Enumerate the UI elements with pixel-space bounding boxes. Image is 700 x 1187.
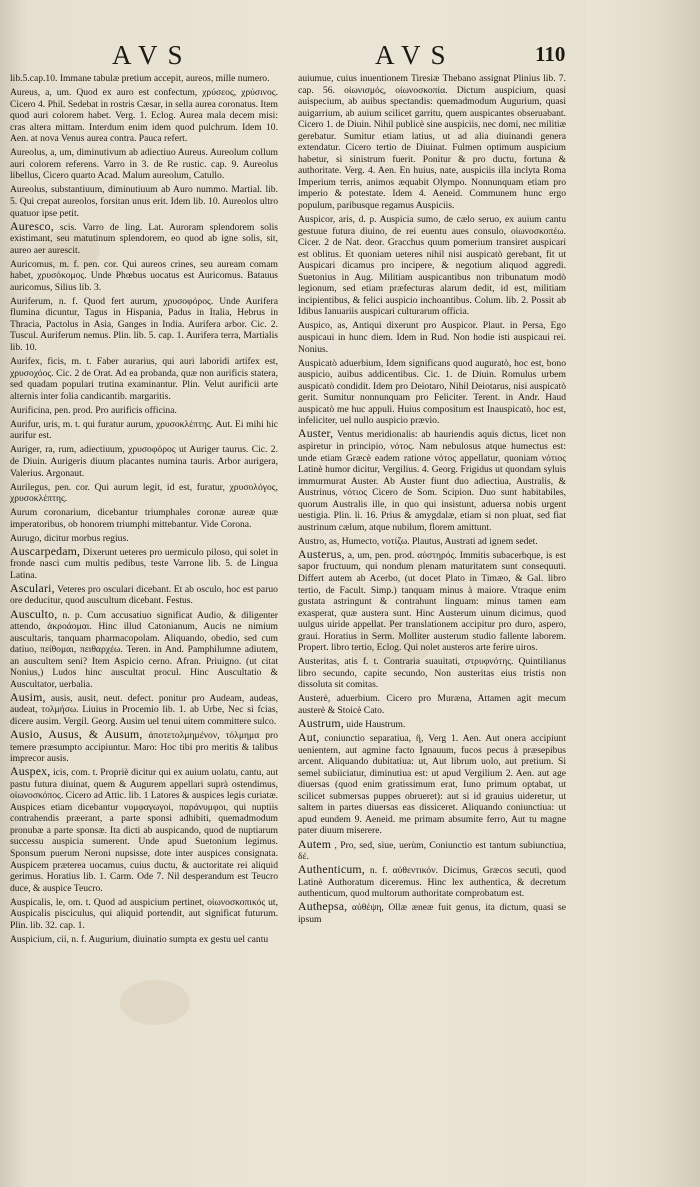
entry-text: Auriferum, n. f. Quod fert aurum, χρυσοφόρος. Unde Aurifera flumina dicuntur, Tagus in Hispania, Padus in Italia, Hebrus in Thracia, Pactolus in Asia, Ganges in India. Aurifera arbor. Cic. 2. Tuscul. Auriferum nemus. Plin. lib. 5. cap. 1. Aurifera terra, Martialis lib. 10. xyxy=(10,295,278,354)
entry-headword: Auster, xyxy=(298,426,334,441)
dictionary-entry xyxy=(298,718,566,731)
dictionary-entry xyxy=(10,258,278,294)
entry-text: Auspicatò aduerbium, Idem significans quod auguratò, hoc est, bono auspicio, auibus addicentibus. Cic. 1. de Diuin. Romulus urbem auspicatò condidit. Idem pro Deiotaro, Nihil Deiotarus, nisi auspicatò gerit. Sumitur nonnunquam pro Feliciter. Terent. in Andr. Haud auspicatò me huc appuli. Huius compositum est Inauspicatò, hoc est, infeliciter, uel nullo auspicio prævio. xyxy=(298,357,566,427)
dictionary-entry xyxy=(10,295,278,354)
entry-headword: Authenticum, xyxy=(298,862,365,877)
entry-text: Auspicalis, le, om. t. Quod ad auspicium pertinet, οἰωνοσκοπικός ut, Auspicalis pisciculus, qui aliquid portendit, aut significat futurum. Plin. lib. 32. cap. 1. xyxy=(10,896,278,931)
dictionary-entry xyxy=(10,218,278,257)
dictionary-entry xyxy=(10,606,278,691)
entry-text: Aureolus, a, um, diminutivum ab adiectiuo Aureus. Aureolum collum auri colorem referens. Varro in 3. de Re rustic. cap. 9. Aureolus libellus, Cicero quarto Acad. Malum aureolum, Catullo. xyxy=(10,147,278,182)
entry-headword: Ausim, xyxy=(10,689,46,704)
dictionary-entry xyxy=(298,692,566,716)
entry-text: Aurugo, dicitur morbus regius. xyxy=(10,532,129,544)
entry-text: coniunctio separatiua, ἢ, Verg 1. Aen. Aut onera accipiunt uenientem, aut agmine facto Ignauum, fucos pecus à præsepibus arcent. Aliquando dubitatiua: ut, Aut librum uolo, aut pretium. Si semel subiiciatur, diminutiua est: ut apud Vergilium 2. Aen. aut age diuersas (quod enim gratissimum erat, Iuno primum optabat, ut scilicet submersas puppes obrueret): aut si id grauius uideretur, ut saltem in partes diuersas eas dissiceret. Aliquando coniunctiua: ut apud eundem 9. Aeneid. me primam absumite ferro, Aut tu magne pater diuum miserere. xyxy=(298,733,566,837)
running-head-left: AVS xyxy=(112,40,193,70)
dictionary-entry xyxy=(298,213,566,318)
entry-text: Aurum coronarium, dicebantur triumphales coronæ aureæ quæ imperatoribus, ob honorem triumphi mittebantur. Vide Corona. xyxy=(10,507,278,530)
entry-text: Auspicor, aris, d. p. Auspicia sumo, de cælo seruo, ex auium cantu gestuue futura diuino, de rei euentu aues consulo, οἰωνοσκοπέω. Cicer. 2 de Nat. deor. Gracchus quum pomerium transiret auspicari est oblitus. Et quoniam ueteres nihil nisi auspicatò gerebant, fit ut Auspicari dicamus pro incipere, & negotium aliquod aggredi. Suetonius in Aug. Militiam auspicantibus non tribunatum modò legionum, sed etiam præfecturas alarum dedit, id est, militiam incipientibus, & felici auspicio inchoantibus. Colum. lib. 2. Possit ab Idibus Ianuariis auspicari culturarum officia. xyxy=(298,214,566,318)
page-margin xyxy=(586,0,700,1187)
entry-text: ausis, ausit, neut. defect. ponitur pro Audeam, audeas, audeat, τολμήσω. Liuius in Procemio lib. 1. ab Urbe, Nec si fcias, dicere ausim. Vergil. Georg. Ausim uel tenui uitem committere sulco. xyxy=(10,692,278,727)
dictionary-entry xyxy=(10,481,278,505)
entry-headword: Ausculto, xyxy=(10,606,58,621)
dictionary-entry xyxy=(10,726,278,765)
entry-headword: Ausio, Ausus, & Ausum, xyxy=(10,726,143,741)
entry-text: Auspico, as, Antiqui dixerunt pro Auspicor. Plaut. in Persa, Ego auspicaui in hunc diem. Idem in Rud. Non hodie isti auspicaui rei. Nonius. xyxy=(298,320,566,355)
entry-text: Auricomus, m. f. pen. cor. Qui aureos crines, seu auream comam habet, χρυσόκομος. Unde Phœbus uocatus est Auricomus. Batauus auricomus, Silius lib. 3. xyxy=(10,258,278,293)
left-column xyxy=(10,72,278,1172)
dictionary-entry xyxy=(298,901,566,925)
entry-text: n. f. αὐθεντικόν. Dicimus, Græcos secuti, quod Latinè Authoratum diceremus. Hinc lex authentica, & decretum authenticum, quod multorum authoritate comprobatum est. xyxy=(298,865,566,900)
dictionary-entry xyxy=(10,72,278,85)
dictionary-entry xyxy=(10,86,278,145)
dictionary-entry xyxy=(10,580,278,607)
entry-text: Veteres pro osculari dicebant. Et ab osculo, hoc est paruo ore deducitur, quod auscultum dicebant. Festus. xyxy=(10,583,278,607)
entry-text: Austerè, aduerbium. Cicero pro Muræna, Attamen agit mecum austerè & Stoicè Cato. xyxy=(298,693,566,716)
dictionary-entry xyxy=(10,146,278,182)
entry-text: Aurilegus, pen. cor. Qui aurum legit, id est, furatur, χρυσολόγος, χρυσοκλέπτης. xyxy=(10,481,278,505)
entry-text: lib.5.cap.10. Immane tabulæ pretium accepit, aureos, mille numero. xyxy=(10,73,270,84)
dictionary-entry xyxy=(10,933,278,946)
dictionary-entry xyxy=(10,896,278,932)
dictionary-entry xyxy=(298,836,566,863)
entry-text: Austeritas, atis f. t. Contraria suauitati, στρυφνότης. Quintilianus libro secundo, capite secundo, Non austeritas eius tristis non dissoluta sit comitas. xyxy=(298,656,566,691)
entry-text: icis, com. t. Propriè dicitur qui ex auium uolatu, cantu, aut pastu futura diuinat, quem & Augurem appellari suprà ostendimus, οἰωνοσκόπος. Cicero ad Attic. lib. 1 Latores & auspices legis curiatæ. Auspices etiam dicebantur νυμφαγωγοί, παράνυμφοι, qui nuptiis contrahendis præerant, a parte sponsi adhibiti, quemadmodum pronubæ a parte sponsæ. Ita dicti ab auspicando, quod de nuptiarum successu auspicia sumerent. Unde apud Suetonium legimus. Sponsum puerum Neroni nupsisse, dote inter auspices consignata. Auspicem præterea uocamus, cuius ductu, & auctoritate rei aliquid gerimus. Horatius lib. 1. Carm. Ode 7. Nil desperandum est Teucro duce, & auspice Teucro. xyxy=(10,767,278,894)
entry-headword: Authepsa, xyxy=(298,899,348,914)
entry-text: ἀποτετολμημένον, τόλμημα pro temere præsumpto accipiuntur. Maro: Hoc tibi pro meritis & talibus imprecor ausis. xyxy=(10,729,278,765)
entry-text: Aurifex, ficis, m. t. Faber aurarius, qui auri laboridi artifex est, χρυσοχόος. Cic. 2 de Orat. Ad ea probanda, quæ non aurificis statera, sed quadam populari trutina examinantur. Plin. Velut aurificii arte alternis inter folia candicantib. margaritis. xyxy=(10,356,278,402)
entry-text: Aurifur, uris, m. t. qui furatur aurum, χρυσοκλέπτης. Aut. Ei mihi hic aurifur est. xyxy=(10,418,278,442)
entry-headword: Aurescο, xyxy=(10,218,54,233)
dictionary-entry xyxy=(298,428,566,533)
entry-text: auiumue, cuius inuentionem Tiresiæ Thebano assignat Plinius lib. 7. cap. 56. οἰωνισμός, οἰωνοσκοπία. Dictum auspicium, quasi auispecium, ab auibus spectandis: quemadmodum Augurium, quasi auigarrium, ab auium scilicet garritu, quem auspicantes obseruabant. Cicero 1. de Diuin. Nihil publicè sine auspiciis, nec domi, nec militiæ gerebatur. Sumitur etiam latius, ut ad alia diuinandi genera extendatur. Cicero tertio de Diuinat. Fulmen optimum auspicium habetur, si sinistrum fuerit. Ponitur & pro ductu, fortuna & authoritate. Verg. 4. Aen. En huius, nate, auspiciis illa inclyta Roma Imperium terris, animos æquabit Olympo. Nonnunquam etiam pro imperio & potestate. Idem 4. Aeneid. Communem hunc ergo populum, paribusque regamus Auspiciis. xyxy=(298,73,566,212)
entry-text: Dixerunt ueteres pro uermiculo piloso, qui solet in fronde nasci cum multis pedibus, teste Varrone lib. 5. de Lingua Latina. xyxy=(10,546,278,581)
dictionary-entry xyxy=(298,319,566,355)
dictionary-entry xyxy=(298,535,566,548)
dictionary-entry xyxy=(10,404,278,417)
running-head-right: AVS xyxy=(375,40,456,70)
entry-text: a, um, pen. prod. αὐστηρός. Immitis subacerbque, is est sapor fructuum, qui nondum plenam maturitatem sunt consequuti. Differt autem ab Acerbo, (ut docet Plato in Timæo, & Gal. libro tertio, de Facult. Simp.) tanquam minus à maiore. Vtraque enim gustata astringunt & contrahunt linguam: minus tamen eam exasperat, quæ austera sunt. Hinc Austerum uinum dicimus, quod uulgus uiride appellat. Per translationem accipitur pro duro, aspero, graui. Horatius in Serm. Molliter austerum studio fallente laborem. Propert. libro tertio, Eclog. Qui nolet austeros arte ferire uiros. xyxy=(298,549,566,654)
dictionary-entry xyxy=(10,506,278,530)
dictionary-entry xyxy=(10,183,278,219)
dictionary-entry xyxy=(298,72,566,212)
entry-text: , Pro, sed, siue, uerùm, Coniunctio est tantum subiunctiua, δέ. xyxy=(298,839,566,863)
dictionary-entry xyxy=(298,655,566,691)
dictionary-entry xyxy=(10,689,278,728)
entry-headword: Aut, xyxy=(298,730,320,745)
entry-headword: Auscarpedam, xyxy=(10,543,81,558)
entry-headword: Autem xyxy=(298,836,332,851)
dictionary-entry xyxy=(10,418,278,442)
entry-text: n. p. Cum accusatiuo significat Audio, & diligenter attendo, ἀκροάομαι. Hinc illud Catonianum, Aucis ne nimium auscultaris, tanquam pharmacopolam. Aliquando, obedio, sed cum datiuo, πείθομαι, πειθαρχέω. Teren. in And. Pamphilumne adiutem, an auscultem seni? Item Aspicio cerno. Afran. Priuigno. (ut citat Nonius,) Ludos hinc auscultat procul. Hinc Auscultatio & Auscultator, uerbalia. xyxy=(10,609,278,690)
dictionary-entry xyxy=(298,357,566,427)
right-column xyxy=(298,72,566,1172)
dictionary-entry xyxy=(298,732,566,837)
entry-text: Auriger, ra, rum, adiectiuum, χρυσοφόρος ut Auriger taurus. Cic. 2. de Diuin. Aurigeris diuum placantes numina tauris. Arbor aurigera, Valerius. Argonaut. xyxy=(10,444,278,479)
entry-text: scis. Varro de ling. Lat. Auroram splendorem solis existimant, seu matutinum splendorem, eo quod ab igne solis, sit, aureo aer aurescit. xyxy=(10,221,278,256)
entry-headword: Asculari, xyxy=(10,580,55,595)
page-number: 110 xyxy=(535,42,566,66)
dictionary-entry xyxy=(298,864,566,900)
entry-headword: Austerus, xyxy=(298,546,345,561)
entry-text: Ventus meridionalis: ab hauriendis aquis dictus, licet non aspiretur in principio, νότος. Nam nebulosus atque humectus est: unde etiam Græcè eadem ratione νότος appellatur, quoniam νότιος Latinè humor dicitur, Vergilius. 4. Georg. Frigidus ut quondam syluis immurmurat Auster. Ab Auster fiunt duo adiectiua, Australis, & Austrinus, νότιος Cicero de Som. Scipion. Duo sunt habitabiles, quorum Australis ille, in quo qui insistunt, aduersa nobis urgent uestigia. Plin. li. 16. Prius & amygdalæ, etiam si non pluat, sed fiat austrinum cælum, atque nubilum, florem amittunt. xyxy=(298,429,566,533)
dictionary-entry xyxy=(10,443,278,479)
entry-text: Auspicium, cii, n. f. Augurium, diuinatio sumpta ex gestu uel cantu xyxy=(10,933,269,945)
dictionary-entry xyxy=(10,543,278,582)
dictionary-entry xyxy=(10,355,278,402)
entry-text: Aureolus, substantiuum, diminutiuum ab Auro nummo. Martial. lib. 5. Qui crepat aureolos, forsitan unus erit. Idem lib. 10. Aureolos ultro quatuor ipse petit. xyxy=(10,184,278,219)
dictionary-entry xyxy=(298,546,566,654)
entry-text: Aureus, a, um. Quod ex auro est confectum, χρύσεος, χρύσινος. Cicero 4. Phil. Sedebat in rostris Cæsar, in sella aurea coronatus. Item quod auri colorem habet. Verg. 1. Eclog. Aurea mala decem misi: cras altera mittam. Interdum enim idem quod pulchrum. Idem 10. Aen. at nova Venus aurea contra. Pauca refert. xyxy=(10,87,278,145)
dictionary-entry xyxy=(10,532,278,545)
entry-headword: Austrum, xyxy=(298,716,344,731)
entry-text: Austro, as, Humecto, νοτίζω. Plautus, Austrati ad ignem sedet. xyxy=(298,535,538,547)
entry-text: uide Haustrum. xyxy=(346,719,406,731)
entry-text: αὐθέψη, Ollæ æneæ fuit genus, ita dictum, quasi se ipsum xyxy=(298,902,566,925)
entry-headword: Auspex, xyxy=(10,764,51,779)
dictionary-entry xyxy=(10,766,278,894)
entry-text: Aurificina, pen. prod. Pro aurificis officina. xyxy=(10,404,177,416)
